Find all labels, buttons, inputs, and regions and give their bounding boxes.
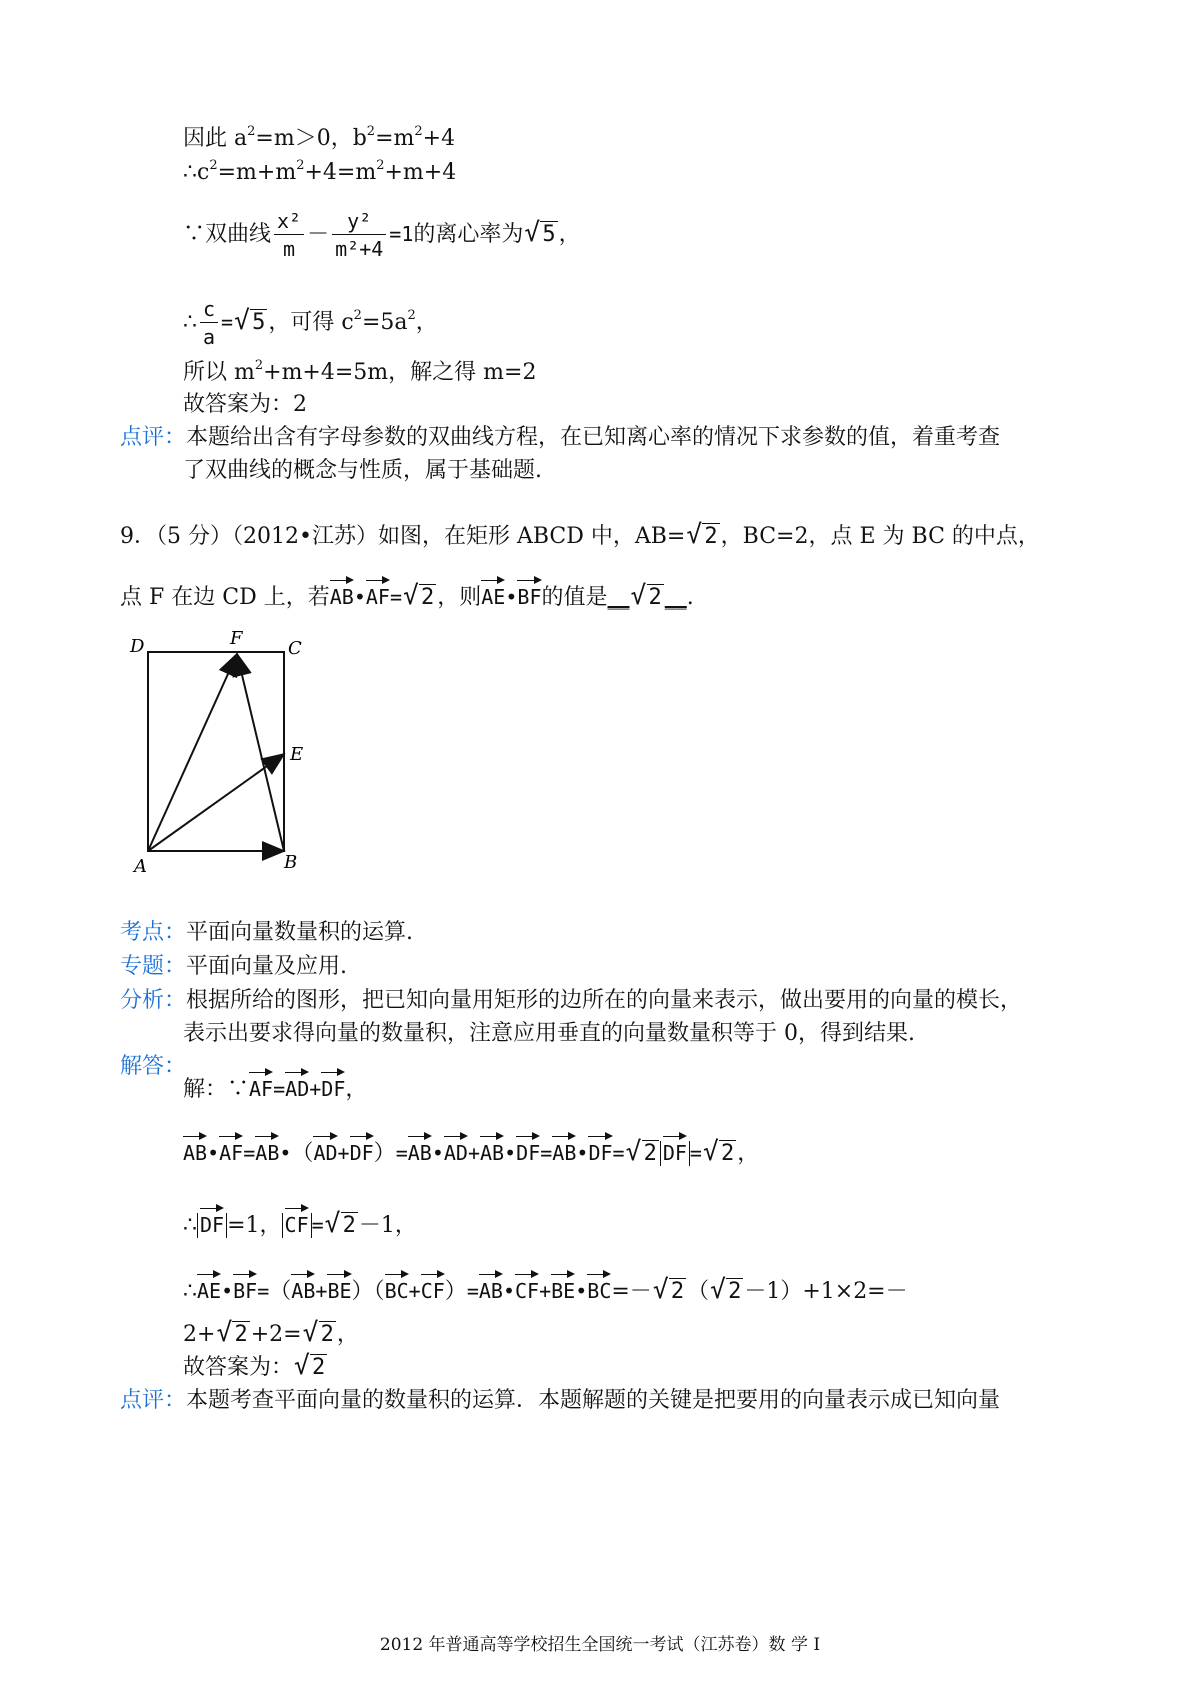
rectangle-abcd (148, 652, 284, 851)
jieda-tag: 解答： (120, 1054, 187, 1079)
step-6: 故答案为：√ 2 (183, 1353, 328, 1383)
fraction-x: $\frac{\text{x²}}{m}$ (274, 208, 304, 263)
q9-line-2: 点 F 在边 CD 上，若AB•AF=√ 2 ，则AE•BF的值是__√ 2 __. (120, 574, 694, 613)
rectangle-figure (118, 620, 348, 880)
answer-sqrt-2: √ 2 (631, 583, 664, 613)
fenxi-cont: 表示出要求得向量的数量积，注意应用垂直的向量数量积等于 0，得到结果. (183, 1021, 915, 1046)
label-c: C (288, 638, 302, 659)
label-a: A (134, 856, 147, 877)
zhuanti: 专题：平面向量及应用. (120, 954, 348, 979)
solution-line-6: 故答案为：2 (183, 392, 307, 417)
solution-line-4: ∴ $\frac{c}{a}$ =√ 5 ，可得 $c^2=5a^2$， (183, 292, 438, 356)
page-footer: 2012 年普通高等学校招生全国统一考试（江苏卷）数 学 I (379, 1635, 821, 1655)
solution-line-3: ∵双曲线 $\frac{\text{x²}}{m}$ － $\frac{\text{y²}}{\text{m²+4}}$ =1的离心率为√ 5 ， (183, 204, 581, 265)
solution-line-1: 因此 $a^2=m>0$，$b^2=m^2+4$ (183, 124, 456, 151)
solution-line-2: $\therefore c^2=m+m^2+4=m^2+m+4$ (183, 158, 457, 185)
fraction-c-a: $\frac{c}{a}$ (200, 296, 218, 351)
fenxi: 分析：根据所给的图形，把已知向量用矩形的边所在的向量来表示，做出要用的向量的模长， (120, 988, 1023, 1013)
dianping-2: 点评：本题考查平面向量的数量积的运算．本题解题的关键是把要用的向量表示成已知向量 (120, 1388, 1001, 1413)
vector-bf (237, 654, 284, 851)
comment-1-cont: 了双曲线的概念与性质，属于基础题. (183, 458, 542, 483)
step-3: ∴ DF =1， CF =√ 2 －1， (183, 1202, 417, 1241)
kaodian: 考点：平面向量数量积的运算. (120, 920, 414, 945)
label-d: D (130, 636, 145, 657)
q9-line-1: 9．（5 分）（2012•江苏）如图，在矩形 ABCD 中，AB=√ 2 ，BC=2，点 E 为 BC 的中点， (120, 522, 1040, 552)
fraction-y: $\frac{\text{y²}}{\text{m²+4}}$ (332, 208, 386, 263)
label-b: B (284, 852, 298, 873)
label-e: E (290, 744, 304, 765)
step-4: ∴AE•BF=（AB+BE）（BC+CF）=AB•CF+BE•BC=－√ 2 （√ 2 －1）+1×2=－ (183, 1268, 908, 1307)
step-1: 解：∵AF=AD+DF， (183, 1066, 367, 1105)
sqrt-5: √ 5 (524, 205, 557, 265)
vector-af (148, 654, 237, 851)
step-2: AB•AF=AB•（AD+DF）=AB•AD+AB•DF=AB•DF=√ 2 DF =√ 2 ， (183, 1130, 759, 1169)
comment-1: 点评：本题给出含有字母参数的双曲线方程，在已知离心率的情况下求参数的值，着重考查 (120, 425, 1001, 450)
step-5: 2+√ 2 +2=√ 2 ， (183, 1320, 359, 1350)
label-f: F (230, 628, 243, 649)
solution-line-5: 所以 $m^2+m+4=5m$，解之得 m=2 (183, 358, 537, 385)
